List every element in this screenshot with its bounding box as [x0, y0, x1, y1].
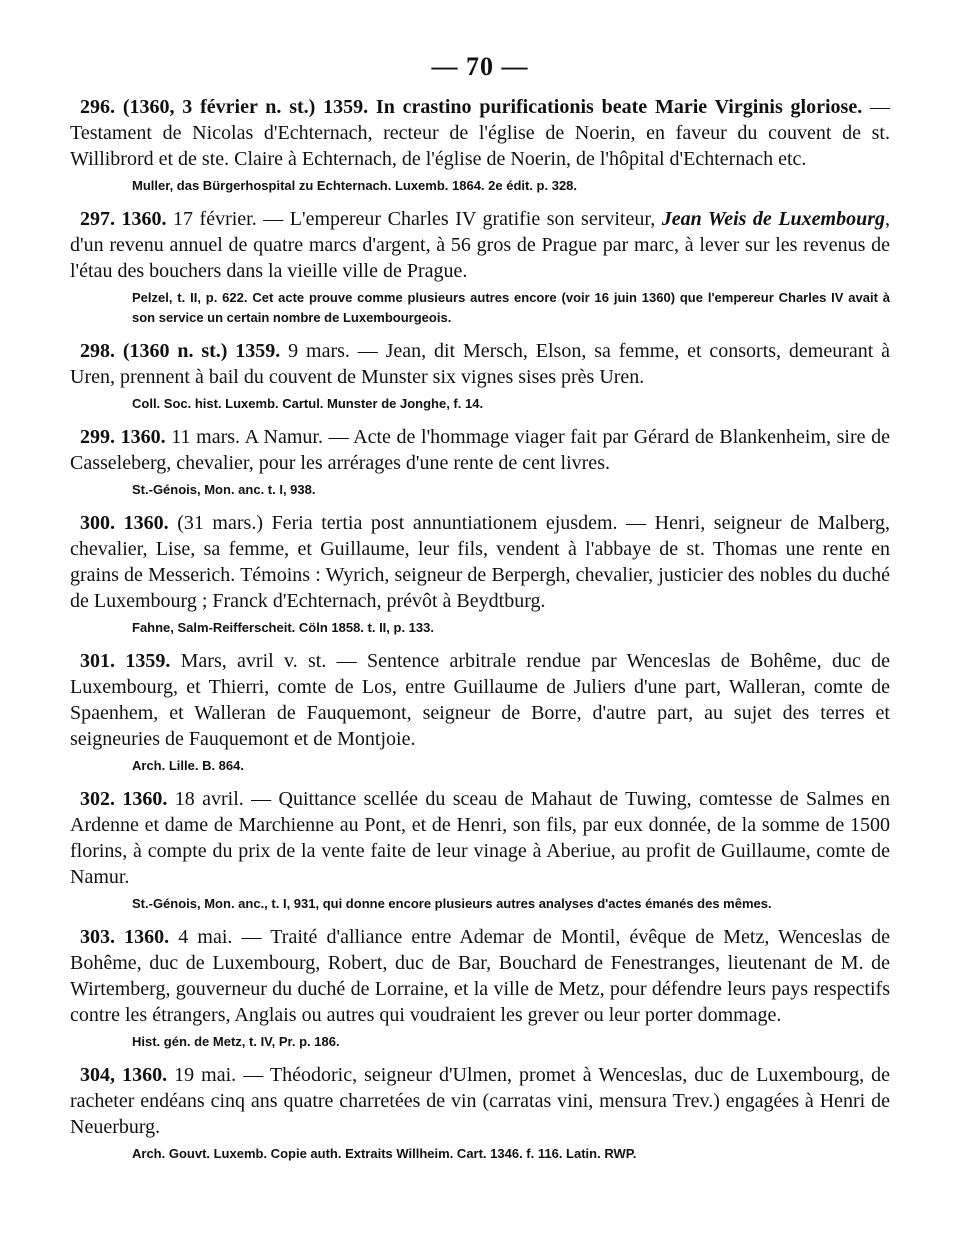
- entry-source: Arch. Lille. B. 864.: [132, 758, 244, 773]
- entry-body: — Testament de Nicolas d'Echternach, recteur de l'église de Noerin, en faveur du couvent de st. Willibrord et de ste. Claire à Echternach, de l'église de Noerin, de l'hôpital d'Echternach etc.: [70, 96, 891, 170]
- entry-296: [70, 94, 890, 196]
- entry-text: [70, 1062, 890, 1140]
- entry-body: 9 mars. — Jean, dit Mersch, Elson, sa femme, et consorts, demeurant à Uren, prennent à bail du couvent de Munster six vignes sises près Uren.: [70, 340, 891, 388]
- entry-302: [70, 786, 890, 914]
- entry-body: 17 février. — L'empereur Charles IV gratifie son serviteur,: [173, 208, 656, 230]
- entry-date: 1360.: [124, 926, 170, 948]
- entry-body: 4 mai. — Traité d'alliance entre Ademar de Montil, évêque de Metz, Wenceslas de Bohême, duc de Luxembourg, Robert, duc de Bar, Bouchard de Fenestranges, lieutenant de M. de Wirtemberg, gouverneur du duché de Lorraine, et la ville de Metz, pour défendre leurs pays respectifs contre les étrangers, Anglais ou autres qui voudraient les grever ou leur porter dommage.: [70, 926, 891, 1026]
- entry-body: 19 mai. — Théodoric, seigneur d'Ulmen, promet à Wenceslas, duc de Luxembourg, de racheter endéans cinq ans quatre charretées de vin (carratas vini, mensura Trev.) engagées à Henri de Neuerburg.: [70, 1064, 891, 1138]
- entry-text: [70, 924, 890, 1028]
- entry-number: 297.: [80, 208, 115, 230]
- entry-body: Mars, avril v. st. — Sentence arbitrale rendue par Wenceslas de Bohême, duc de Luxembourg, et Thierri, comte de Los, entre Guillaume de Juliers d'une part, Walleran, comte de Spaenhem, et Walleran de Fauquemont, seigneur de Borre, d'autre part, au sujet des terres et seigneuries de Fauquemont et de Montjoie.: [70, 650, 891, 750]
- entry-text: [70, 648, 890, 752]
- entry-number: 303.: [80, 926, 115, 948]
- entry-body: 11 mars. A Namur. — Acte de l'hommage viager fait par Gérard de Blankenheim, sire de Casseleberg, chevalier, pour les arrérages d'une rente de cent livres.: [70, 426, 891, 474]
- entry-text: [70, 510, 890, 614]
- entry-number: 301.: [80, 650, 115, 672]
- entry-date: 1360.: [121, 208, 167, 230]
- entry-date: (1360 n. st.) 1359.: [122, 340, 281, 362]
- entry-number: 298.: [80, 340, 115, 362]
- entry-number: 304,: [80, 1064, 115, 1086]
- entry-source: Hist. gén. de Metz, t. IV, Pr. p. 186.: [132, 1034, 340, 1049]
- entry-body-cont: , d'un revenu annuel de quatre marcs d'argent, à 56 gros de Prague par marc, à lever sur les revenus de l'étau des bouchers dans la vieille ville de Prague.: [70, 208, 890, 282]
- entry-text: [70, 786, 890, 890]
- entry-body: 18 avril. — Quittance scellée du sceau de Mahaut de Tuwing, comtesse de Salmes en Ardenne et dame de Marchienne au Pont, et de Henri, son fils, par eux donnée, de la somme de 1500 florins, à compte du prix de la vente faite de leur vinage à Aberiue, au profit de Guillaume, comte de Namur.: [70, 788, 890, 888]
- entry-source: St.-Génois, Mon. anc., t. I, 931, qui donne encore plusieurs autres analyses d'actes émanés des mêmes.: [132, 896, 772, 911]
- entry-date: 1360.: [122, 788, 168, 810]
- entry-source: St.-Génois, Mon. anc. t. I, 938.: [132, 482, 316, 497]
- entry-person-name: Jean Weis de Luxembourg: [661, 208, 885, 230]
- entry-date: 1360.: [120, 426, 166, 448]
- entry-text: [70, 338, 890, 390]
- entry-source: Arch. Gouvt. Luxemb. Copie auth. Extraits Willheim. Cart. 1346. f. 116. Latin. RWP.: [132, 1146, 637, 1161]
- entry-date: (1360, 3 février n. st.) 1359. In crastino purificationis beate Marie Virginis gloriose.: [122, 96, 863, 118]
- entry-date: 1360.: [122, 1064, 168, 1086]
- entry-299: [70, 424, 890, 500]
- entry-297: [70, 206, 890, 328]
- entry-number: 296.: [80, 96, 115, 118]
- entry-date: 1360.: [123, 512, 169, 534]
- entry-number: 302.: [80, 788, 115, 810]
- entry-source: Coll. Soc. hist. Luxemb. Cartul. Munster de Jonghe, f. 14.: [132, 396, 484, 411]
- entry-source: Fahne, Salm-Reifferscheit. Cöln 1858. t. II, p. 133.: [132, 620, 434, 635]
- entry-298: [70, 338, 890, 414]
- entry-text: [70, 94, 890, 172]
- entry-301: [70, 648, 890, 776]
- entry-body: (31 mars.) Feria tertia post annuntiationem ejusdem. — Henri, seigneur de Malberg, chevalier, Lise, sa femme, et Guillaume, leur fils, vendent à l'abbaye de st. Thomas une rente en grains de Messerich. Témoins : Wyrich, seigneur de Berpergh, chevalier, justicier des nobles du duché de Luxembourg ; Franck d'Echternach, prévôt à Beydtburg.: [70, 512, 891, 612]
- entry-source: Muller, das Bürgerhospital zu Echternach. Luxemb. 1864. 2e édit. p. 328.: [132, 178, 578, 193]
- entry-number: 300.: [80, 512, 115, 534]
- entry-number: 299.: [80, 426, 115, 448]
- entry-text: [70, 206, 890, 284]
- entry-303: [70, 924, 890, 1052]
- entry-300: [70, 510, 890, 638]
- entry-304: [70, 1062, 890, 1164]
- page-number: — 70 —: [431, 52, 529, 81]
- entry-text: [70, 424, 890, 476]
- entry-date: 1359.: [125, 650, 171, 672]
- entry-source: Pelzel, t. II, p. 622. Cet acte prouve comme plusieurs autres encore (voir 16 juin 1360) que l'empereur Charles IV avait à son service un certain nombre de Luxembourgeois.: [132, 290, 890, 325]
